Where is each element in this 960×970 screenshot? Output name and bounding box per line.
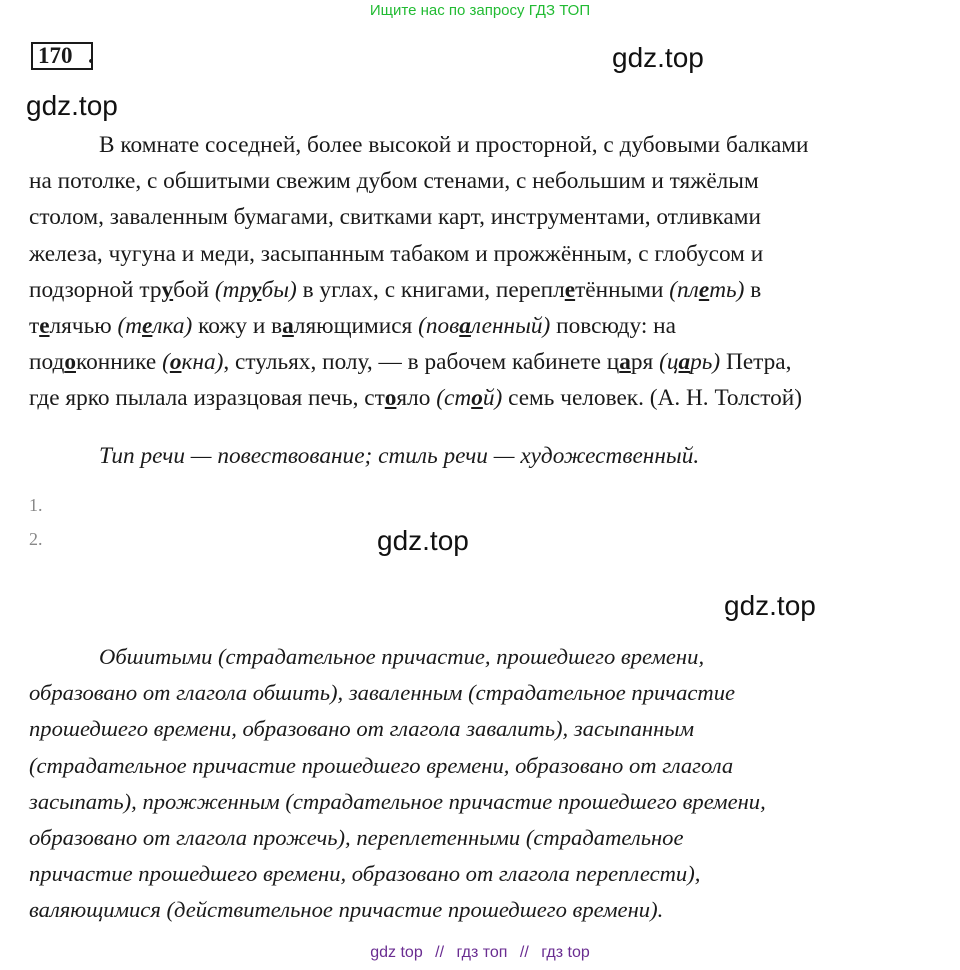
watermark: gdz.top xyxy=(26,90,118,121)
top-banner[interactable]: Ищите нас по запросу ГДЗ ТОП xyxy=(369,2,591,19)
footer-separator: // xyxy=(435,944,445,961)
stressed-vowel: е xyxy=(698,276,710,303)
watermark: gdz.top xyxy=(612,42,704,73)
footer-separator: // xyxy=(519,944,529,961)
text-fragment: ря xyxy=(630,349,660,376)
stressed-vowel: о xyxy=(169,349,182,376)
exercise-text xyxy=(29,127,954,417)
check-word: (телка) xyxy=(117,312,193,339)
footer-links xyxy=(0,944,960,962)
check-word: (окна) xyxy=(162,349,224,376)
stressed-vowel: а xyxy=(678,349,691,376)
text-fragment: где ярко пылала изразцовая печь, ст xyxy=(29,385,385,412)
text-line xyxy=(29,272,954,308)
text-fragment: под xyxy=(29,349,65,376)
stressed-vowel: о xyxy=(384,385,397,412)
footer-link[interactable]: гдз топ xyxy=(456,944,508,961)
text-fragment: Петра, xyxy=(720,349,792,376)
stressed-vowel: а xyxy=(282,312,294,339)
stressed-vowel: е xyxy=(142,312,153,339)
analysis-line: образовано от глагола прожечь), переплетенными (страдательное xyxy=(29,824,684,850)
check-word: (трубы) xyxy=(214,276,297,303)
check-word: (царь) xyxy=(659,349,721,376)
text-line xyxy=(29,344,954,380)
text-fragment: кожу и в xyxy=(192,312,283,339)
text-fragment: ляющимися xyxy=(293,312,419,339)
stressed-vowel: о xyxy=(471,385,483,412)
task-number-box: 170 xyxy=(31,42,93,70)
text-fragment: повсюду: на xyxy=(550,312,676,339)
text-line: столом, заваленным бумагами, свитками карт, инструментами, отливками xyxy=(29,204,761,231)
text-line xyxy=(29,380,954,416)
analysis-line: засыпать), прожженным (страдательное причастие прошедшего времени, xyxy=(29,788,766,814)
speech-type: Тип речи — повествование; стиль речи — художественный. xyxy=(99,443,700,469)
text-fragment: в xyxy=(744,276,762,303)
check-word: (стой) xyxy=(436,385,503,412)
text-line: железа, чугуна и меди, засыпанным табаком и прожжённым, с глобусом и xyxy=(29,240,764,267)
text-fragment: в углах, с книгами, перепл xyxy=(296,276,565,303)
stressed-vowel: у xyxy=(251,276,262,303)
text-fragment: лячью xyxy=(49,312,118,339)
list-item-number: 1. xyxy=(29,495,43,515)
text-fragment: бой xyxy=(173,276,215,303)
analysis-line: (страдательное причастие прошедшего времени, образовано от глагола xyxy=(29,752,734,778)
stressed-vowel: е xyxy=(39,312,50,339)
text-fragment: яло xyxy=(396,385,437,412)
check-word: (поваленный) xyxy=(418,312,551,339)
list-item-number: 2. xyxy=(29,529,43,549)
text-fragment: подзорной тр xyxy=(29,276,162,303)
analysis-text xyxy=(29,639,954,929)
footer-link[interactable]: гдз top xyxy=(541,944,590,961)
analysis-line: причастие прошедшего времени, образовано от глагола переплести), xyxy=(29,861,701,887)
text-fragment: коннике xyxy=(75,349,163,376)
stressed-vowel: а xyxy=(459,312,471,339)
task-number-dot: . xyxy=(88,43,94,69)
text-line xyxy=(29,308,954,344)
text-fragment: , стульях, полу, — в рабочем кабинете ц xyxy=(223,349,620,376)
footer-link[interactable]: gdz top xyxy=(370,944,423,961)
text-line: В комнате соседней, более высокой и просторной, с дубовыми балками xyxy=(99,132,809,158)
text-fragment: т xyxy=(29,312,40,339)
analysis-line: валяющимися (действительное причастие прошедшего времени). xyxy=(29,897,664,923)
text-fragment: семь человек. (А. Н. Толстой) xyxy=(502,385,802,412)
analysis-line: прошедшего времени, образовано от глагола завалить), засыпанным xyxy=(29,716,695,742)
check-word: (плеть) xyxy=(669,276,745,303)
text-fragment: тёнными xyxy=(575,276,670,303)
stressed-vowel: а xyxy=(619,349,631,376)
speech-type-line xyxy=(29,438,954,474)
text-line: на потолке, с обшитыми свежим дубом стенами, с небольшим и тяжёлым xyxy=(29,168,759,195)
watermark: gdz.top xyxy=(724,590,816,621)
analysis-line: образовано от глагола обшить), заваленным (страдательное причастие xyxy=(29,680,736,706)
watermark: gdz.top xyxy=(377,525,469,556)
analysis-line: Обшитыми (страдательное причастие, прошедшего времени, xyxy=(99,644,705,669)
stressed-vowel: о xyxy=(64,349,76,376)
stressed-vowel: у xyxy=(161,276,174,303)
stressed-vowel: е xyxy=(564,276,576,303)
